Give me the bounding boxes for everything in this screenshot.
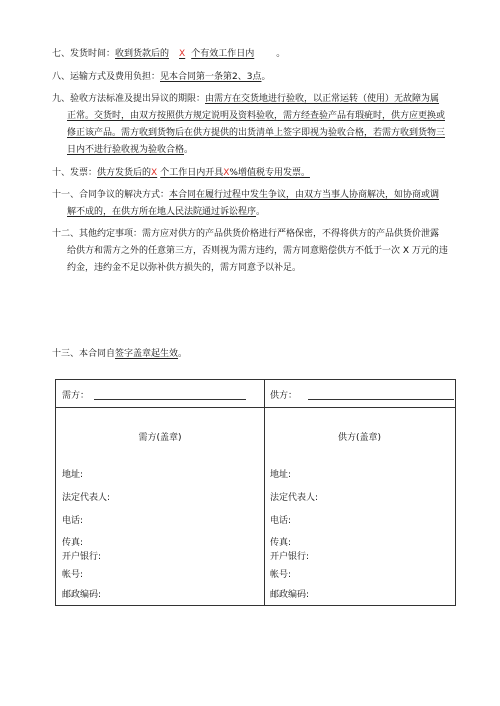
clause-11-text-2: 解不成的，在供方所在地人民法院通过诉讼程序: [67, 207, 257, 217]
clause-10: [52, 167, 310, 179]
seller-label: 供方：: [270, 391, 298, 401]
clause-11-text-1: 本合同在履行过程中发生争议，由双方当事人协商解决，如协商或调: [169, 190, 440, 200]
clause-11-end: 。: [256, 207, 266, 217]
clause-12-prefix: 十二、其他约定事项：: [52, 229, 143, 239]
clause-13-underlined: 签字盖章起生效: [115, 349, 179, 359]
seller-name-blank[interactable]: [308, 399, 454, 400]
clause-13: [52, 348, 187, 360]
clause-13-prefix: 十三、本合同自: [52, 349, 116, 359]
clause-12-text-1: 需方应对供方的产品供货价格进行严格保密，不得将供方的产品供货价泄露: [142, 229, 440, 239]
seller-field-account: 帐号:: [270, 570, 292, 580]
clause-7-end: 。: [276, 49, 286, 59]
buyer-header: [56, 380, 264, 408]
buyer-field-phone: 电话:: [62, 516, 84, 526]
buyer-field-bank: 开户银行:: [62, 552, 102, 562]
clause-12-line-3: [67, 262, 301, 274]
clause-8-underlined: 见本合同第一条第2、3点: [160, 72, 262, 82]
clause-12-line-2: [67, 245, 448, 257]
clause-11-line-2: [67, 206, 265, 218]
seller-field-legal-rep: 法定代表人:: [270, 493, 319, 503]
clause-10-prefix: 十、发票：: [52, 168, 98, 178]
clause-7: [52, 48, 285, 60]
clause-7-underlined-1: 收到货款后的: [115, 49, 170, 59]
seller-field-bank: 开户银行:: [270, 552, 310, 562]
clause-10-placeholder-rate: X: [223, 168, 230, 178]
clause-11-line-1: [52, 189, 439, 201]
buyer-label: 需方：: [62, 391, 90, 401]
clause-8-end: 。: [261, 72, 271, 82]
seller-column: [264, 380, 455, 605]
clause-8: [52, 71, 270, 83]
clause-9-prefix: 九、验收方法标准及提出异议的期限：: [52, 94, 206, 104]
seller-seal: 供方(盖章): [337, 433, 382, 443]
clause-9-line-2: [67, 110, 445, 122]
clause-8-prefix: 八、运输方式及费用负担：: [52, 72, 161, 82]
buyer-field-postcode: 邮政编码:: [62, 590, 102, 600]
clause-9-line-4: [67, 144, 193, 156]
clause-13-end: 。: [178, 349, 188, 359]
clause-10-text-2: 个工作日内开具: [160, 168, 224, 178]
clause-12-text-2: 给供方和需方之外的任意第三方，否则视为需方违约，需方同意赔偿供方不低于一次 X 万元的违: [67, 246, 448, 256]
seller-header: [264, 380, 455, 408]
seller-field-address: 地址:: [270, 470, 292, 480]
buyer-field-legal-rep: 法定代表人:: [62, 493, 111, 503]
clause-10-placeholder-x: X: [151, 168, 158, 178]
clause-9-end: 。: [184, 145, 194, 155]
clause-12-text-3: 约金，违约金不足以弥补供方损失的，需方同意予以补足。: [67, 263, 302, 273]
buyer-field-address: 地址:: [62, 470, 84, 480]
seller-field-postcode: 邮政编码:: [270, 590, 310, 600]
clause-10-text-3: %增值税专用发票。: [229, 168, 310, 178]
clause-7-prefix: 七、发货时间：: [52, 49, 116, 59]
clause-11-prefix: 十一、合同争议的解决方式：: [52, 190, 170, 200]
seller-field-phone: 电话:: [270, 516, 292, 526]
seller-field-fax: 传真:: [270, 538, 292, 548]
clause-9-text-4: 日内不进行验收视为验收合格: [67, 145, 185, 155]
buyer-name-blank[interactable]: [94, 399, 246, 400]
buyer-field-account: 帐号:: [62, 570, 84, 580]
signature-table: [55, 379, 456, 606]
buyer-column: [56, 380, 265, 605]
clause-9-line-1: [52, 93, 439, 105]
clause-9-text-1: 由需方在交货地进行验收，以正常运转（使用）无故障为属: [205, 94, 440, 104]
clause-12-line-1: [52, 228, 439, 240]
buyer-field-fax: 传真:: [62, 538, 84, 548]
clause-10-text-1: 供方发货后的: [97, 168, 152, 178]
clause-9-line-3: [67, 127, 445, 139]
clause-9-text-2: 正常。交货时，由双方按照供方规定说明及资料验收，需方经查验产品有瑕疵时，供方应更换或: [67, 111, 446, 121]
clause-7-placeholder-x: X: [179, 49, 186, 59]
clause-7-underlined-2: 个有效工作日内: [191, 49, 255, 59]
buyer-seal: 需方(盖章): [138, 433, 182, 443]
clause-9-text-3: 修正该产品。需方收到货物后在供方提供的出货清单上签字即视为验收合格，若需方收到货物三: [67, 128, 446, 138]
